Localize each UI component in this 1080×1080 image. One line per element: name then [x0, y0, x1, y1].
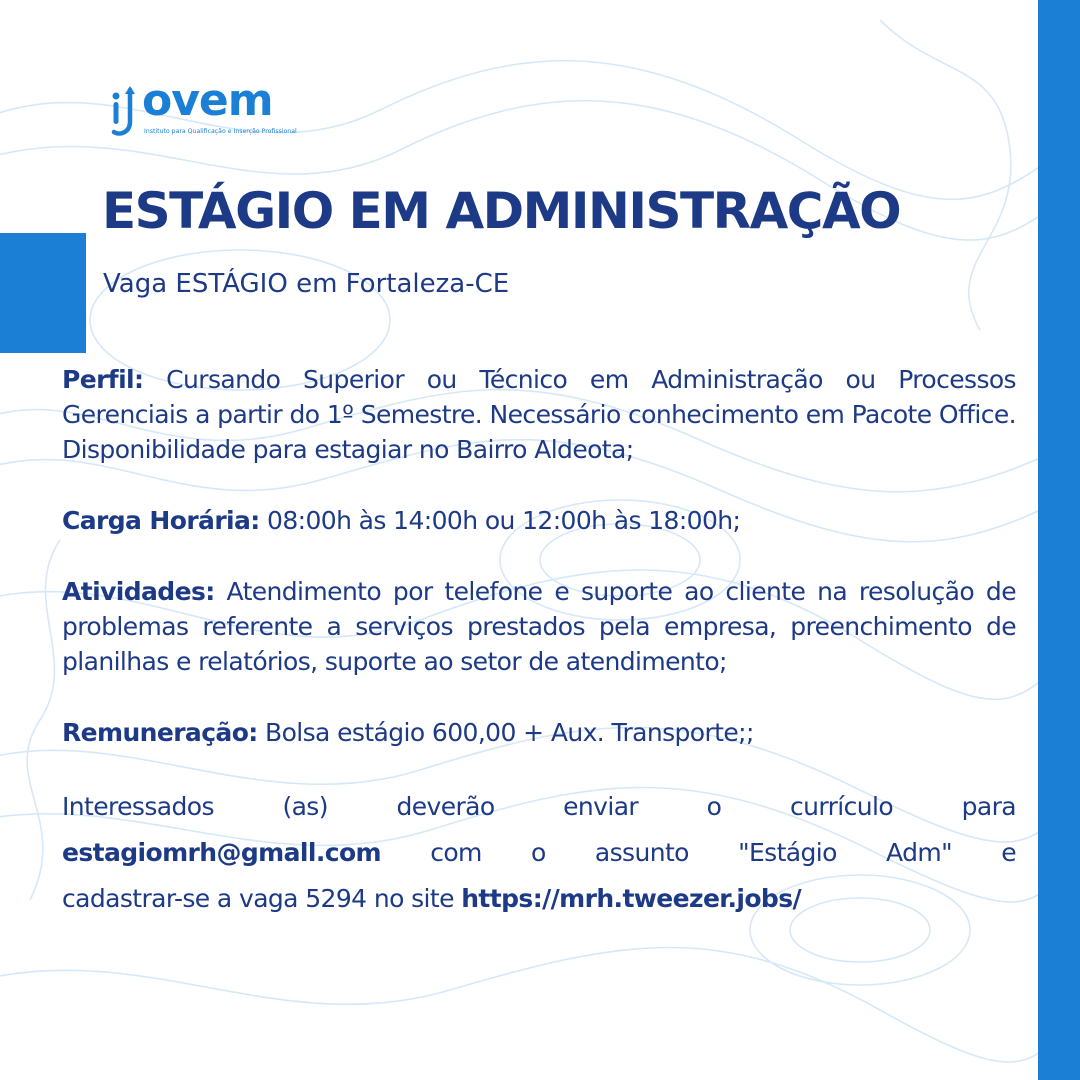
apply-word: o [530, 838, 546, 867]
logo-wordmark: ovem [142, 75, 273, 126]
apply-word: Interessados [62, 792, 214, 821]
page-subtitle: Vaga ESTÁGIO em Fortaleza-CE [103, 269, 510, 299]
apply-instructions [62, 784, 1016, 922]
logo-tagline: Instituto para Qualificação e Inserção Profissional [144, 128, 297, 135]
carga-horaria-text: 08:00h às 14:00h ou 12:00h às 18:00h; [267, 506, 741, 535]
apply-word: o [706, 792, 722, 821]
logo-mark-icon [108, 84, 144, 140]
remuneracao-text: Bolsa estágio 600,00 + Aux. Transporte;; [265, 718, 754, 747]
remuneracao-section [62, 715, 1016, 750]
apply-line-3-text: cadastrar-se a vaga 5294 no site [62, 884, 454, 913]
page-title: ESTÁGIO EM ADMINISTRAÇÃO [102, 182, 901, 240]
job-site-link[interactable]: https://mrh.tweezer.jobs/ [461, 884, 802, 913]
perfil-text: Cursando Superior ou Técnico em Administração ou Processos Gerenciais a partir do 1º Semestre. Necessário conhecimento em Pacote Office. Disponibilidade para estagiar no Bairro Aldeota; [62, 365, 1016, 464]
right-accent-strip [1038, 0, 1080, 1080]
contact-email-link[interactable]: estagiomrh@gmall.com [62, 838, 381, 867]
apply-word: "Estágio [738, 838, 837, 867]
atividades-text: Atendimento por telefone e suporte ao cliente na resolução de problemas referente a serviços prestados pela empresa, preenchimento de planilhas e relatórios, suporte ao setor de atendimento; [62, 577, 1016, 676]
apply-word: enviar [563, 792, 639, 821]
apply-word: e [1001, 838, 1016, 867]
apply-word: Adm" [886, 838, 953, 867]
remuneracao-label: Remuneração: [62, 718, 258, 747]
apply-word: deverão [396, 792, 495, 821]
atividades-section [62, 574, 1016, 679]
perfil-label: Perfil: [62, 365, 144, 394]
apply-line-1 [62, 784, 1016, 830]
job-details [62, 362, 1016, 922]
apply-line-2 [62, 830, 1016, 876]
perfil-section [62, 362, 1016, 467]
carga-horaria-label: Carga Horária: [62, 506, 260, 535]
apply-word: (as) [282, 792, 328, 821]
apply-word: currículo [789, 792, 894, 821]
left-accent-block [0, 233, 86, 353]
atividades-label: Atividades: [62, 577, 215, 606]
brand-logo [108, 75, 328, 142]
apply-word: para [961, 792, 1016, 821]
apply-word: com [430, 838, 482, 867]
apply-word: assunto [594, 838, 689, 867]
apply-line-3 [62, 876, 1016, 922]
carga-horaria-section [62, 503, 1016, 538]
